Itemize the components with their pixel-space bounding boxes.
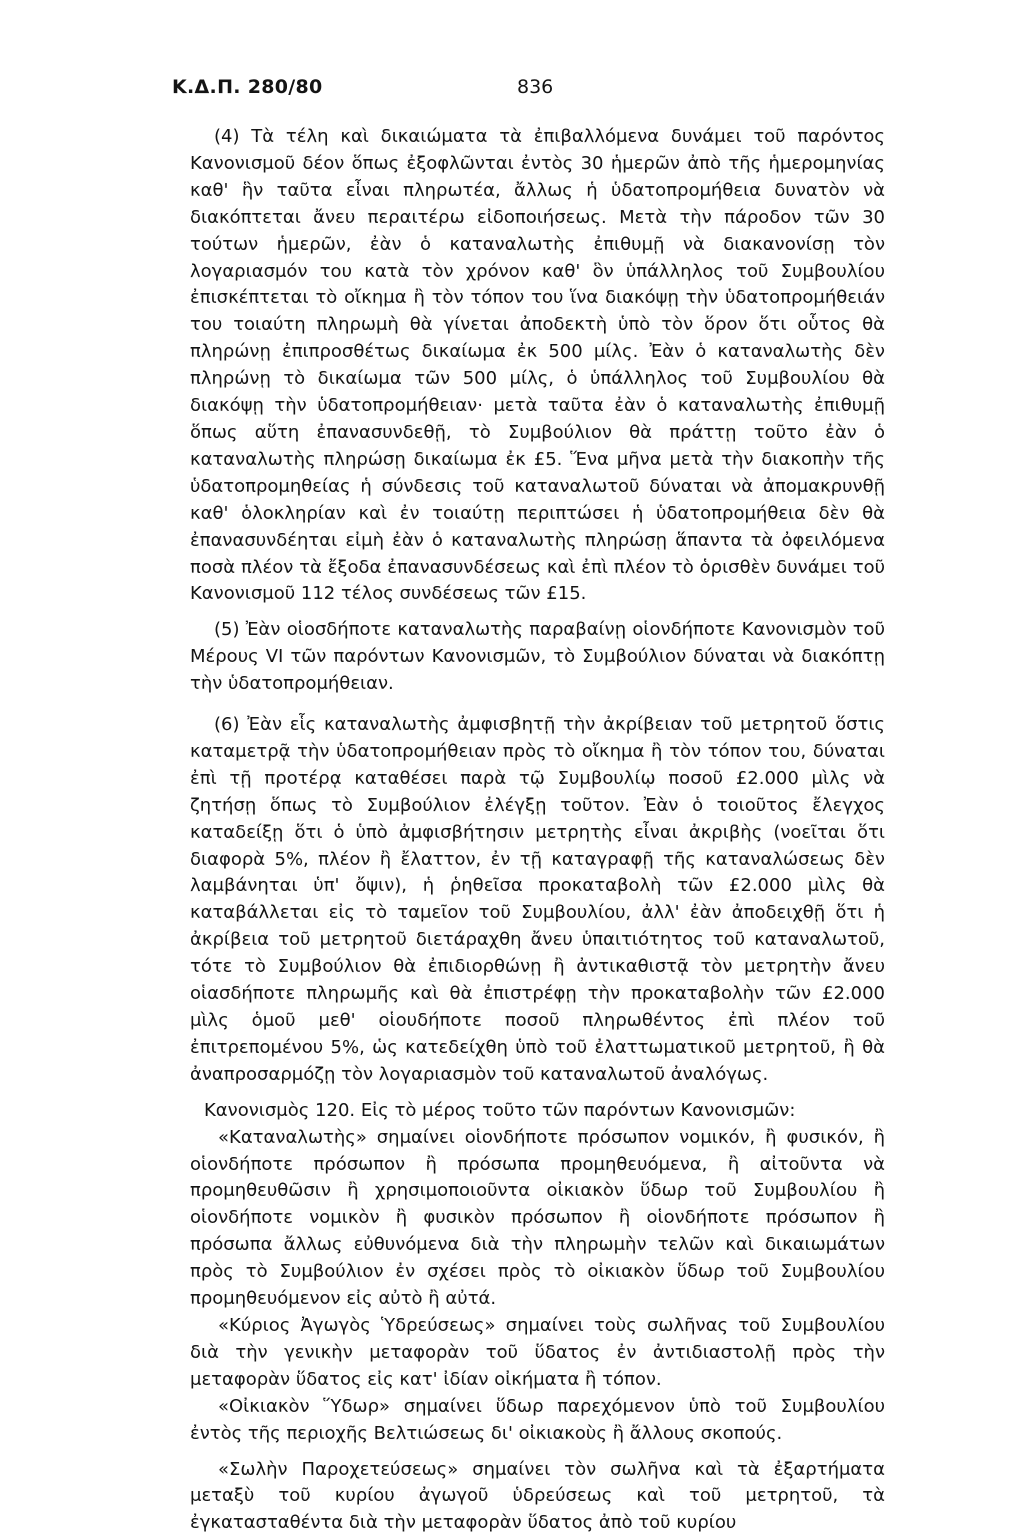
page-header bbox=[172, 76, 892, 106]
document-body bbox=[190, 124, 885, 1537]
page-number: 836 bbox=[517, 76, 553, 98]
definition-consumer: «Καταναλωτὴς» σημαίνει οἱονδήποτε πρόσωπον νομικόν, ἢ φυσικόν, ἢ οἱονδήποτε πρόσωπον ἢ πρόσωπα προμηθευόμενα, ἢ αἰτοῦντα νὰ προμηθευθῶσιν ἢ χρησιμοποιοῦντα οἰκιακὸν ὕδωρ τοῦ Συμβουλίου ἢ οἱονδήποτε νομικὸν ἢ φυσικὸν πρόσωπον ἢ οἱονδήποτε πρόσωπον ἢ πρόσωπα ἄλλως εὐθυνόμενα διὰ τὴν πληρωμὴν τελῶν καὶ δικαιωμάτων πρὸς τὸ Συμβούλιον ἐν σχέσει πρὸς τὸ οἰκιακὸν ὕδωρ τοῦ Συμβουλίου προμηθευόμενον εἰς αὐτὸ ἢ αὐτά. bbox=[190, 1125, 885, 1313]
paragraph-4: (4) Τὰ τέλη καὶ δικαιώματα τὰ ἐπιβαλλόμενα δυνάμει τοῦ παρόντος Κανονισμοῦ δέον ὅπως ἐξοφλῶνται ἐντὸς 30 ἡμερῶν ἀπὸ τῆς ἡμερομηνίας καθ' ἣν ταῦτα εἶναι πληρωτέα, ἄλλως ἡ ὑδατοπρομήθεια δυνατὸν νὰ διακόπτεται ἄνευ περαιτέρω εἰδοποιήσεως. Μετὰ τὴν πάροδον τῶν 30 τούτων ἡμερῶν, ἐὰν ὁ καταναλωτὴς ἐπιθυμῇ νὰ διακανονίσῃ τὸν λογαριασμόν του κατὰ τὸν χρόνον καθ' ὃν ὑπάλληλος τοῦ Συμβουλίου ἐπισκέπτεται τὸ οἴκημα ἢ τὸν τόπον του ἵνα διακόψῃ τὴν ὑδατοπρομήθειάν του τοιαύτη πληρωμὴ θὰ γίνεται ἀποδεκτὴ ὑπὸ τὸν ὅρον ὅτι οὗτος θὰ πληρώνῃ ἐπιπροσθέτως δικαίωμα ἐκ 500 μίλς. Ἐὰν ὁ καταναλωτὴς δὲν πληρώνῃ τὸ δικαίωμα τῶν 500 μίλς, ὁ ὑπάλληλος τοῦ Συμβουλίου θὰ διακόψῃ τὴν ὑδατοπρομήθειαν· μετὰ ταῦτα ἐὰν ὁ καταναλωτὴς ἐπιθυμῇ ὅπως αὕτη ἐπανασυνδεθῇ, τὸ Συμβούλιον θὰ πράττῃ τοῦτο ἐὰν ὁ καταναλωτὴς πληρώσῃ δικαίωμα ἐκ £5. Ἕνα μῆνα μετὰ τὴν διακοπὴν τῆς ὑδατοπρομηθείας ἡ σύνδεσις τοῦ καταναλωτοῦ δύναται νὰ ἀπομακρυνθῇ καθ' ὁλοκληρίαν καὶ ἐν τοιαύτῃ περιπτώσει ἡ ὑδατοπρομήθεια δὲν θὰ ἐπανασυνδέηται εἰμὴ ἐὰν ὁ καταναλωτὴς πληρώσῃ ἅπαντα τὰ ὀφειλόμενα ποσὰ πλέον τὰ ἔξοδα ἐπανασυνδέσεως καὶ ἐπὶ πλέον τὸ ὁρισθὲν δυνάμει τοῦ Κανονισμοῦ 112 τέλος συνδέσεως τῶν £15. bbox=[190, 124, 885, 608]
definition-service-pipe: «Σωλὴν Παροχετεύσεως» σημαίνει τὸν σωλῆνα καὶ τὰ ἐξαρτήματα μεταξὺ τοῦ κυρίου ἀγωγοῦ ὑδρεύσεως καὶ τοῦ μετρητοῦ, τὰ ἐγκατασταθέντα διὰ τὴν μεταφορὰν ὕδατος ἀπὸ τοῦ κυρίου bbox=[190, 1457, 885, 1537]
regulation-120-heading: Κανονισμὸς 120. Εἰς τὸ μέρος τοῦτο τῶν παρόντων Κανονισμῶν: bbox=[190, 1098, 885, 1125]
document-reference: Κ.Δ.Π. 280/80 bbox=[172, 76, 323, 98]
definition-main-water-pipe: «Κύριος Ἀγωγὸς Ὑδρεύσεως» σημαίνει τοὺς σωλῆνας τοῦ Συμβουλίου διὰ τὴν γενικὴν μεταφορὰν τοῦ ὕδατος ἐν ἀντιδιαστολῇ πρὸς τὴν μεταφορὰν ὕδατος εἰς κατ' ἰδίαν οἰκήματα ἢ τόπον. bbox=[190, 1313, 885, 1394]
definition-domestic-water: «Οἰκιακὸν Ὕδωρ» σημαίνει ὕδωρ παρεχόμενον ὑπὸ τοῦ Συμβουλίου ἐντὸς τῆς περιοχῆς Βελτιώσεως δι' οἰκιακοὺς ἢ ἄλλους σκοπούς. bbox=[190, 1394, 885, 1448]
paragraph-5: (5) Ἐὰν οἱοσδήποτε καταναλωτὴς παραβαίνῃ οἱονδήποτε Κανονισμὸν τοῦ Μέρους VI τῶν παρόντων Κανονισμῶν, τὸ Συμβούλιον δύναται νὰ διακόπτῃ τὴν ὑδατοπρομήθειαν. bbox=[190, 617, 885, 698]
paragraph-6: (6) Ἐὰν εἷς καταναλωτὴς ἀμφισβητῇ τὴν ἀκρίβειαν τοῦ μετρητοῦ ὅστις καταμετρᾷ τὴν ὑδατοπρομήθειαν πρὸς τὸ οἴκημα ἢ τὸν τόπον του, δύναται ἐπὶ τῇ προτέρᾳ καταθέσει παρὰ τῷ Συμβουλίῳ ποσοῦ £2.000 μὶλς νὰ ζητήσῃ ὅπως τὸ Συμβούλιον ἐλέγξῃ τοῦτον. Ἐὰν ὁ τοιοῦτος ἔλεγχος καταδείξῃ ὅτι ὁ ὑπὸ ἀμφισβήτησιν μετρητὴς εἶναι ἀκριβὴς (νοεῖται ὅτι διαφορὰ 5%, πλέον ἢ ἔλαττον, ἐν τῇ καταγραφῇ τῆς καταναλώσεως δὲν λαμβάνηται ὑπ' ὄψιν), ἡ ῥηθεῖσα προκαταβολὴ τῶν £2.000 μὶλς θὰ καταβάλλεται εἰς τὸ ταμεῖον τοῦ Συμβουλίου, ἀλλ' ἐὰν ἀποδειχθῇ ὅτι ἡ ἀκρίβεια τοῦ μετρητοῦ διετάραχθη ἄνευ ὑπαιτιότητος τοῦ καταναλωτοῦ, τότε τὸ Συμβούλιον θὰ ἐπιδιορθώνῃ ἢ ἀντικαθιστᾷ τὸν μετρητὴν ἄνευ οἱασδήποτε πληρωμῆς καὶ θὰ ἐπιστρέφῃ τὴν προκαταβολὴν τῶν £2.000 μὶλς ὁμοῦ μεθ' οἱουδήποτε ποσοῦ πληρωθέντος ἐπὶ πλέον τοῦ ἐπιτρεπομένου 5%, ὡς κατεδείχθη ὑπὸ τοῦ ἐλαττωματικοῦ μετρητοῦ, ἢ θὰ ἀναπροσαρμόζῃ τὸν λογαριασμὸν τοῦ καταναλωτοῦ ἀναλόγως. bbox=[190, 712, 885, 1089]
